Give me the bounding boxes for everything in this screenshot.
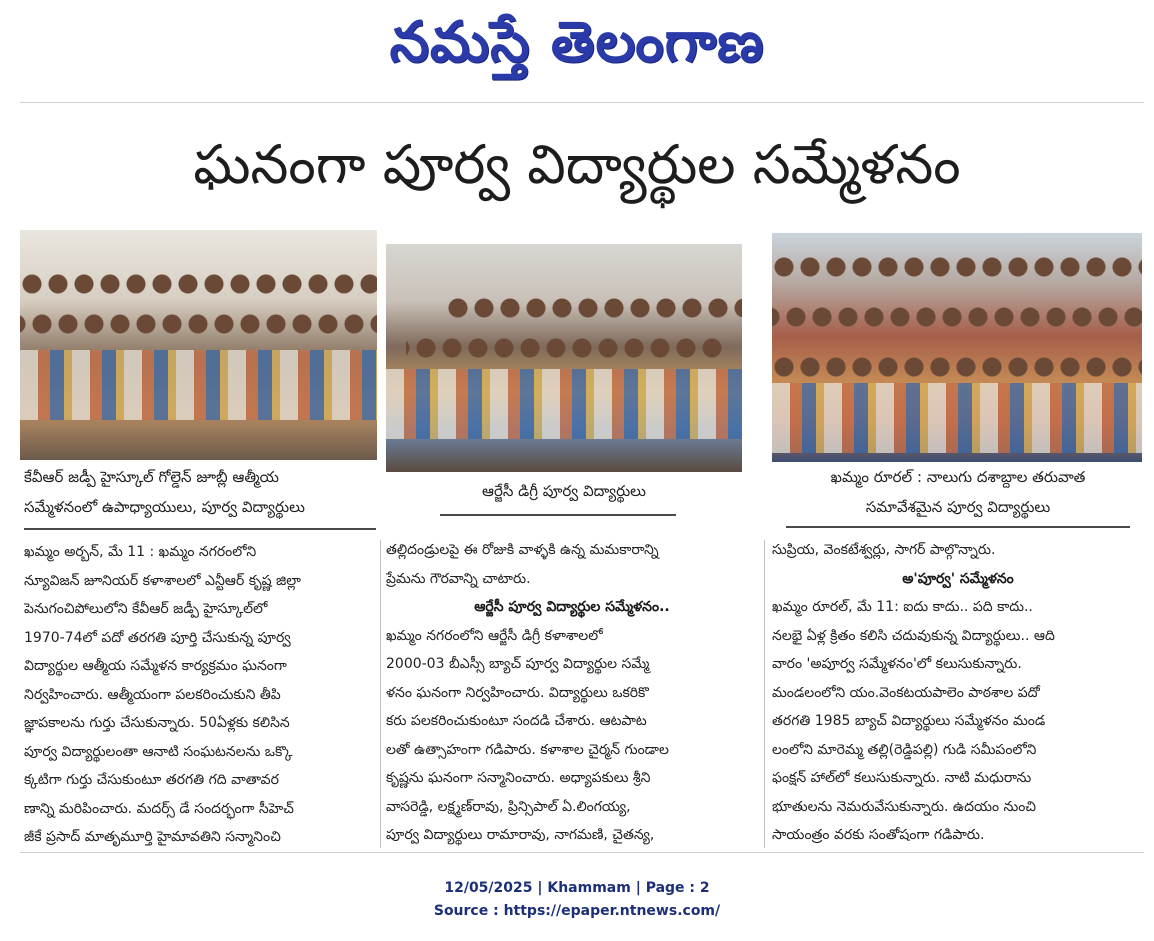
article-line: వాసరెడ్డి, లక్ష్మణ్‌రావు, ప్రిన్సిపాల్ ఏ.లింగయ్య, <box>386 798 631 815</box>
article-column-1 <box>24 538 374 852</box>
article-line: ఖమ్మం నగరంలోని ఆర్జేసీ డిగ్రీ కళాశాలలో <box>386 627 603 644</box>
article-column-2 <box>386 536 758 850</box>
article-line: న్యూవిజన్ జూనియర్ కళాశాలలో ఎన్టీఆర్ కృష్ణ జిల్లా <box>24 572 301 589</box>
column-divider <box>380 540 381 848</box>
article-subhead: ఆర్జేసీ పూర్వ విద్యార్థుల సమ్మేళనం.. <box>474 599 670 615</box>
newspaper-logo: నమస్తే తెలంగాణ <box>389 9 765 75</box>
caption-photo2 <box>388 476 740 506</box>
article-line: ణాన్ని మరిపించారు. మదర్స్ డే సందర్భంగా సీహెచ్ <box>24 800 294 817</box>
photo-crowd-front-row <box>386 369 742 439</box>
article-line: మండలంలోని యం.వెంకటయపాలెం పాఠశాల పదో <box>772 684 1040 701</box>
photo-kvr-high-school-reunion <box>20 230 377 460</box>
photo-crowd-front-row <box>772 383 1142 453</box>
article-line: తరగతి 1985 బ్యాచ్ విద్యార్థులు సమ్మేళనం మండ <box>772 713 1046 729</box>
article-column-3 <box>772 536 1144 850</box>
article-line: పెనుగంచిపోలులోని కేవీఆర్ జడ్పీ హైస్కూల్‌లో <box>24 601 268 617</box>
photo-rjc-degree-alumni <box>386 244 742 472</box>
photo-crowd-back-row <box>446 294 742 334</box>
footer-divider <box>20 852 1144 853</box>
article-line: కరు పలకరించుకుంటూ సందడి చేశారు. ఆటపాట <box>386 713 647 729</box>
footer-source: Source : https://epaper.ntnews.com/ <box>433 903 721 919</box>
article-line: పూర్వ విద్యార్థులు రామారావు, నాగమణి, చైతన్య, <box>386 827 655 843</box>
caption-photo3 <box>772 462 1144 522</box>
article-line: క్కటిగా గుర్తు చేసుకుంటూ తరగతి గది వాతావర <box>24 772 279 788</box>
article-line: జ్ఞాపకాలను గుర్తు చేసుకున్నారు. 50ఏళ్లకు కలిసిన <box>24 715 290 731</box>
article-line: ప్రేమను గౌరవాన్ని చాటారు. <box>386 570 531 587</box>
column-divider <box>764 540 765 848</box>
article-line: నలభై ఏళ్ల క్రితం కలిసి చదువుకున్న విద్యార్థులు.. ఆది <box>772 627 1055 644</box>
caption-line: కేవీఆర్ జడ్పీ హైస్కూల్ గోల్డెన్ జూబ్లీ ఆత్మీయ <box>24 468 279 486</box>
article-line: ళనం ఘనంగా నిర్వహించారు. విద్యార్థులు ఒకరికొ <box>386 684 649 701</box>
article-line: లంలోని మారెమ్మ తల్లి(రెడ్డిపల్లి) గుడి సమీపంలోని <box>772 741 1037 758</box>
article-line: ఫంక్షన్ హాల్‌లో కలుసుకున్నారు. నాటి మధురాను <box>772 770 1032 786</box>
caption-underline <box>24 528 376 530</box>
caption-photo1 <box>24 462 376 522</box>
caption-underline <box>786 526 1130 528</box>
photo-khammam-rural-reunion <box>772 233 1142 462</box>
photo-crowd-front-row <box>20 350 377 420</box>
photo-crowd-seated-row <box>406 334 726 374</box>
caption-line: సమ్మేళనంలో ఉపాధ్యాయులు, పూర్వ విద్యార్థులు <box>24 498 305 516</box>
article-line: పూర్వ విద్యార్థులంతా ఆనాటి సంఘటనలను ఒక్కొ <box>24 743 293 760</box>
article-line: భూతులను నెమరువేసుకున్నారు. ఉదయం నుంచి <box>772 798 1037 815</box>
headline: ఘనంగా పూర్వ విద్యార్థుల సమ్మేళనం <box>193 133 961 196</box>
photo-crowd-back-row <box>20 270 377 310</box>
article-line: తల్లిదండ్రులపై ఈ రోజుకి వాళ్ళకి ఉన్న మమకారాన్ని <box>386 542 659 558</box>
article-line: నిర్వహించారు. ఆత్మీయంగా పలకరించుకుని తీపి <box>24 686 281 703</box>
photo-crowd-middle-row <box>20 310 377 350</box>
article-line: విద్యార్థుల ఆత్మీయ సమ్మేళన కార్యక్రమం ఘనంగా <box>24 658 287 674</box>
article-line: ఖమ్మం అర్బన్, మే 11 : ఖమ్మం నగరంలోని <box>24 544 257 560</box>
article-line: ఖమ్మం రూరల్, మే 11: ఐదు కాదు.. పది కాదు.. <box>772 599 1033 615</box>
article-line: లతో ఉత్సాహంగా గడిపారు. కళాశాల చైర్మన్ గుండాల <box>386 741 669 758</box>
article-subhead: అ'పూర్వ' సమ్మేళనం <box>902 570 1014 587</box>
article-line: జీకే ప్రసాద్ మాతృమూర్తి హైమావతిని సన్మానించి <box>24 829 281 845</box>
article-line: కృష్ణను ఘనంగా సన్మానించారు. అధ్యాపకులు శ్రీని <box>386 770 651 786</box>
article-line: 2000-03 బీఎస్సీ బ్యాచ్ పూర్వ విద్యార్థుల సమ్మే <box>386 656 650 672</box>
article-line: వారం 'అపూర్వ సమ్మేళనం'లో కలుసుకున్నారు. <box>772 656 1022 672</box>
footer-dateline: 12/05/2025 | Khammam | Page : 2 <box>444 880 710 896</box>
caption-underline <box>440 514 676 516</box>
masthead-divider <box>20 102 1144 103</box>
photo-crowd-middle-row <box>772 303 1142 343</box>
article-line: 1970-74లో పదో తరగతి పూర్తి చేసుకున్న పూర్వ <box>24 629 291 646</box>
photo-crowd-back-row <box>772 253 1142 293</box>
caption-line: ఖమ్మం రూరల్ : నాలుగు దశాబ్దాల తరువాత <box>830 468 1086 486</box>
masthead <box>0 0 1154 90</box>
article-line: సాయంత్రం వరకు సంతోషంగా గడిపారు. <box>772 827 985 843</box>
caption-line: సమావేశమైన పూర్వ విద్యార్థులు <box>865 498 1051 516</box>
caption-line: ఆర్జేసీ డిగ్రీ పూర్వ విద్యార్థులు <box>482 482 646 500</box>
article-line: సుప్రియ, వెంకటేశ్వర్లు, సాగర్ పాల్గొన్నారు. <box>772 542 996 558</box>
